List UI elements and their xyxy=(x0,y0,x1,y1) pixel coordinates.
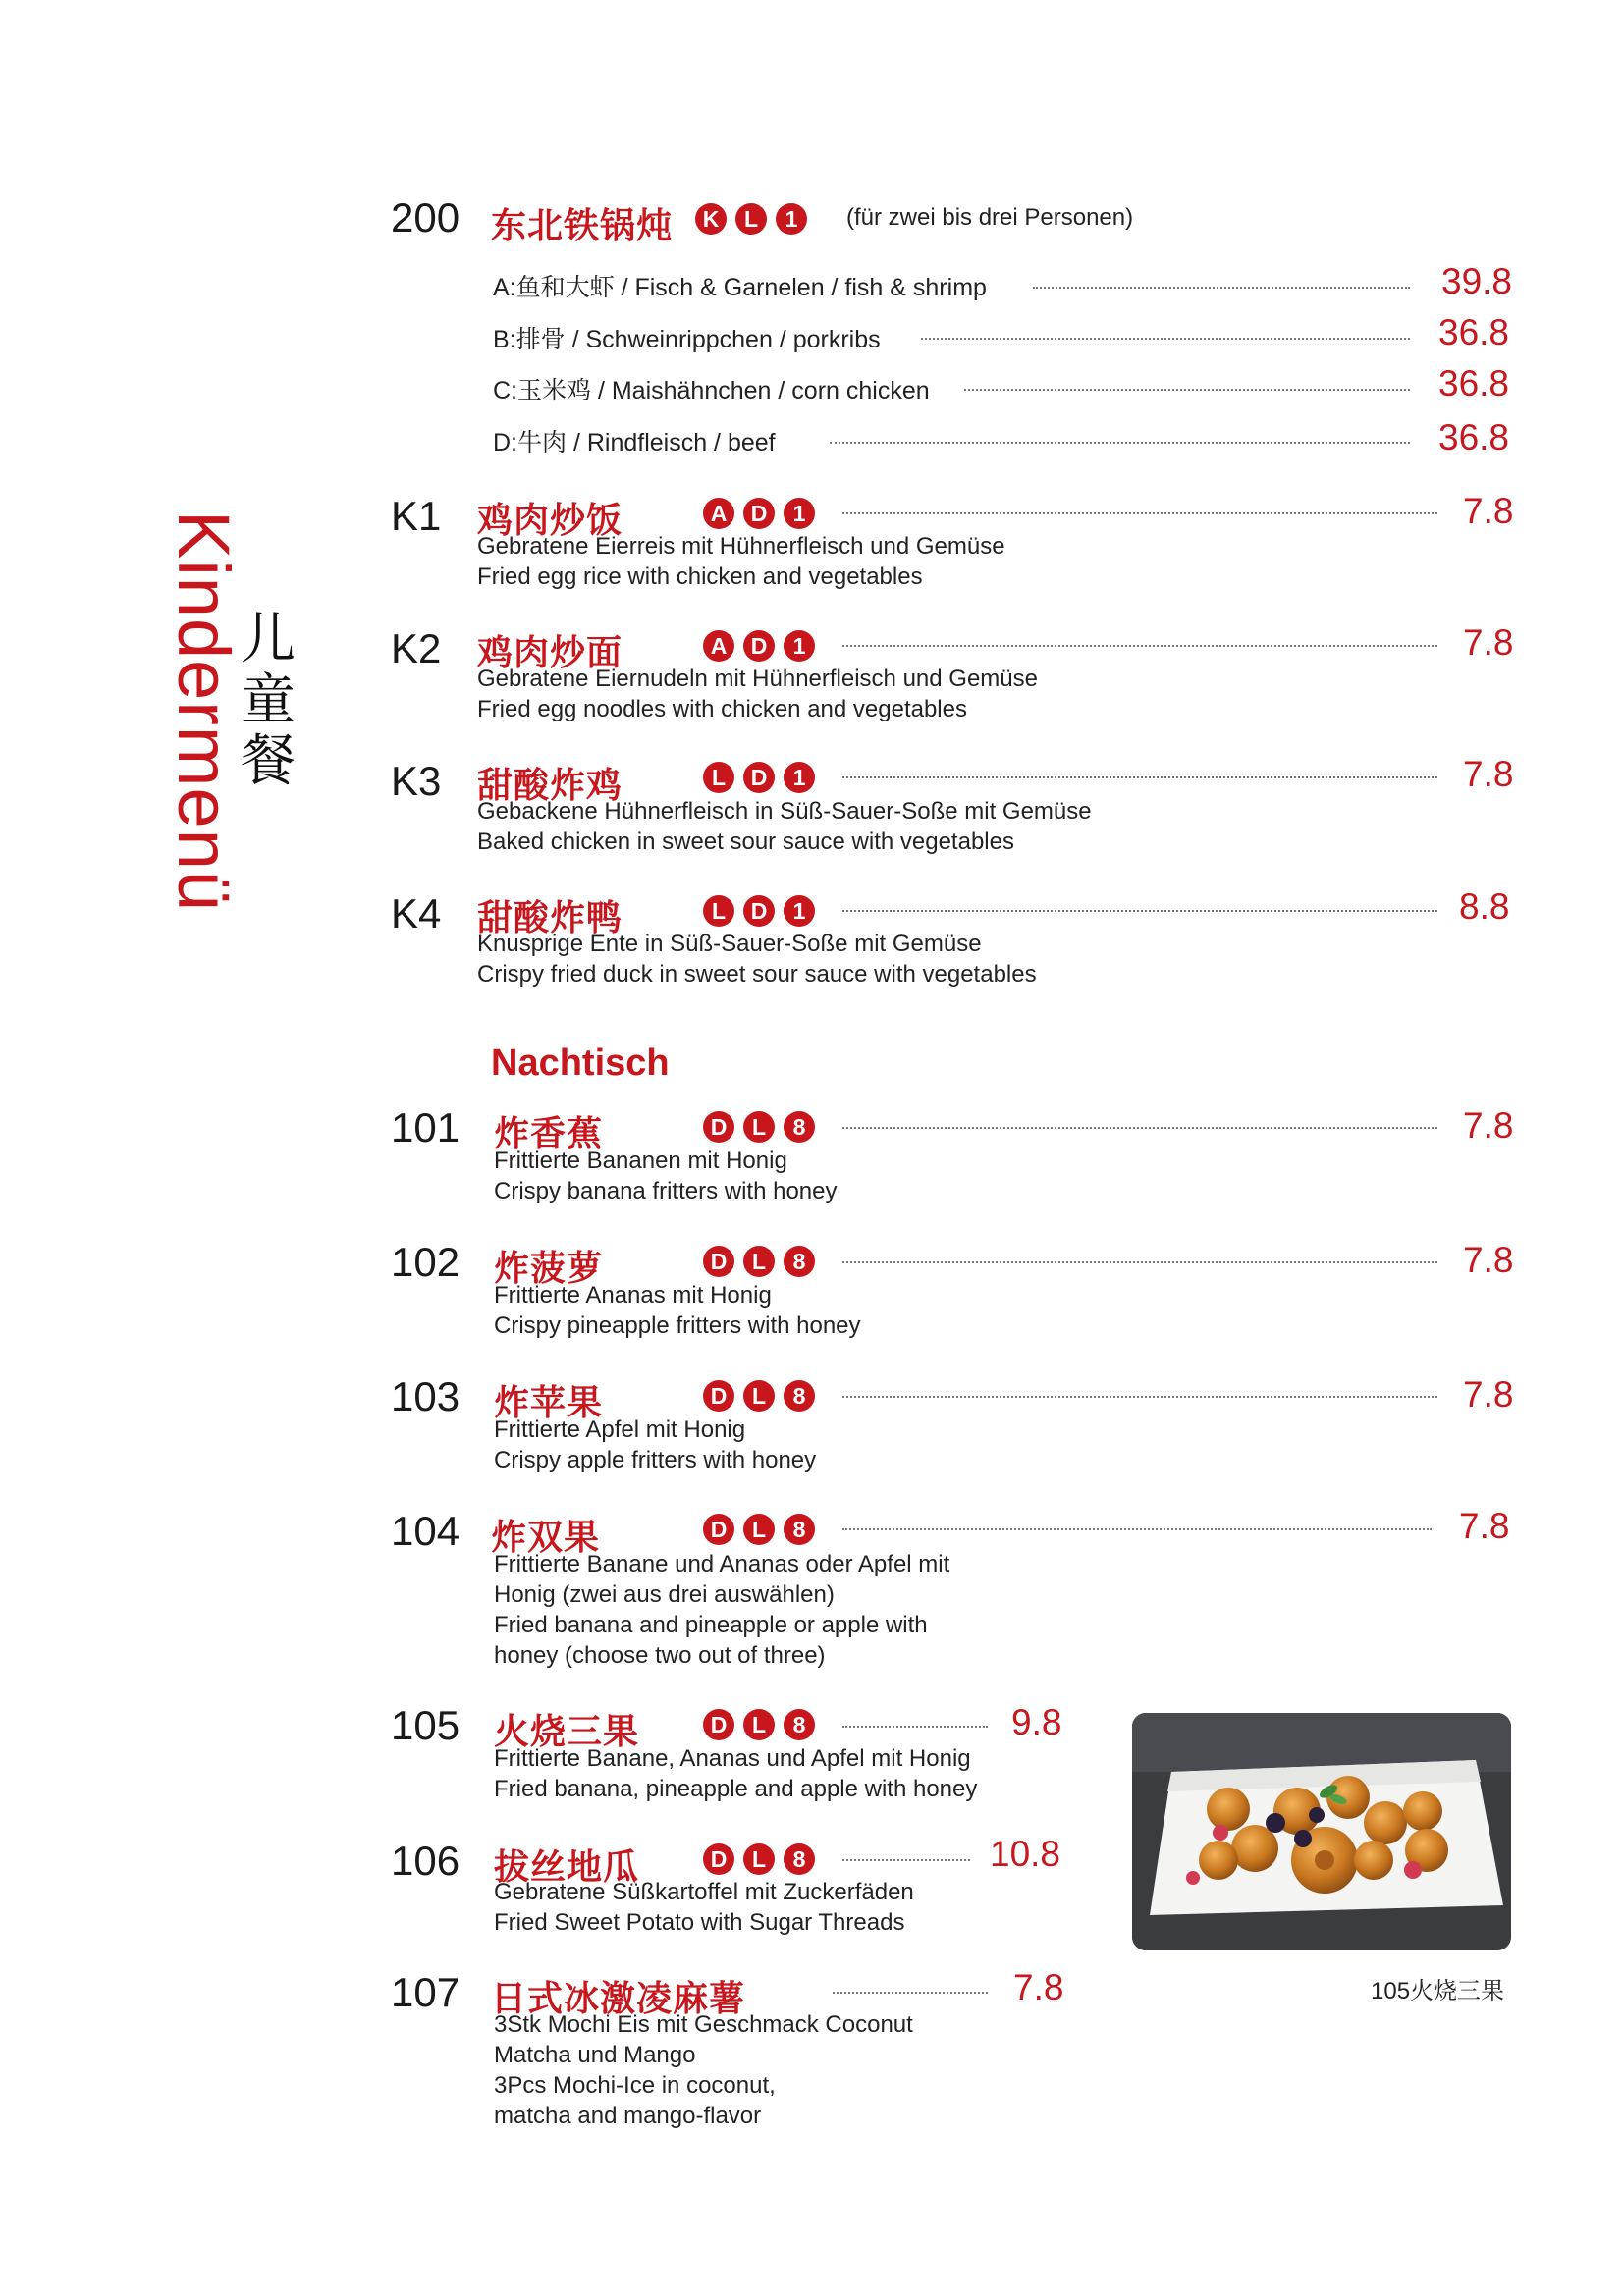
allergen-badge: D xyxy=(703,1709,734,1740)
item-price: 9.8 xyxy=(1011,1702,1062,1742)
item-price: 7.8 xyxy=(1463,1240,1514,1280)
item-name-cn: 炸菠萝 xyxy=(494,1248,604,1288)
item-description xyxy=(494,1280,861,1341)
photo-caption: 105火烧三果 xyxy=(1371,1978,1505,2004)
desc-line: Crispy apple fritters with honey xyxy=(494,1447,817,1473)
item-number: K3 xyxy=(391,758,442,804)
desc-line: Matcha und Mango xyxy=(494,2042,696,2068)
allergen-badge: 8 xyxy=(784,1709,815,1740)
allergen-badge: L xyxy=(743,1709,775,1740)
allergen-badge: D xyxy=(703,1514,734,1545)
allergen-badge: L xyxy=(703,762,734,793)
allergen-badges xyxy=(703,895,815,927)
item-number: K2 xyxy=(391,625,442,671)
desc-line: Fried Sweet Potato with Sugar Threads xyxy=(494,1909,905,1936)
item-name-cn: 炸双果 xyxy=(491,1517,601,1557)
desc-line: Fried egg noodles with chicken and vegetables xyxy=(477,696,967,722)
allergen-badge: A xyxy=(703,630,734,662)
item-number: 101 xyxy=(391,1104,460,1150)
item-description xyxy=(477,929,1037,989)
item-price: 7.8 xyxy=(1463,1374,1514,1415)
desc-line: 3Pcs Mochi-Ice in coconut, xyxy=(494,2072,776,2099)
allergen-badges xyxy=(703,1111,815,1143)
option-label: C:玉米鸡 / Maishähnchen / corn chicken xyxy=(493,377,930,404)
desc-line: honey (choose two out of three) xyxy=(494,1642,826,1669)
desc-line: matcha and mango-flavor xyxy=(494,2103,762,2129)
item-name-cn: 甜酸炸鸡 xyxy=(477,765,623,805)
item-number: 102 xyxy=(391,1239,460,1285)
allergen-badge: D xyxy=(743,498,775,529)
desc-line: Honig (zwei aus drei auswählen) xyxy=(494,1581,835,1608)
item-description xyxy=(494,1743,977,1804)
dot-leader xyxy=(842,1127,1437,1129)
section-title: Nachtisch xyxy=(491,1042,670,1084)
option-price: 39.8 xyxy=(1441,261,1513,301)
allergen-badge: 8 xyxy=(784,1843,815,1875)
desc-line: Gebratene Eiernudeln mit Hühnerfleisch und Gemüse xyxy=(477,666,1038,692)
dot-leader xyxy=(842,1261,1437,1263)
item-name-cn: 火烧三果 xyxy=(494,1711,640,1751)
dot-leader xyxy=(842,776,1437,778)
item-price: 7.8 xyxy=(1463,491,1514,531)
allergen-badge: 1 xyxy=(784,630,815,662)
item-name-cn: 日式冰激凌麻薯 xyxy=(491,1978,746,2018)
desc-line: Fried egg rice with chicken and vegetables xyxy=(477,563,923,590)
allergen-badge: D xyxy=(703,1843,734,1875)
allergen-badge: 1 xyxy=(784,762,815,793)
side-title-char: 餐 xyxy=(241,729,296,791)
item-number: 106 xyxy=(391,1838,460,1884)
item-description xyxy=(494,1146,838,1206)
allergen-badge: 8 xyxy=(784,1111,815,1143)
allergen-badge: D xyxy=(703,1111,734,1143)
option-label: B:排骨 / Schweinrippchen / porkribs xyxy=(493,326,881,353)
item-name-cn: 炸苹果 xyxy=(494,1382,604,1422)
desc-line: Gebackene Hühnerfleisch in Süß-Sauer-Soße mit Gemüse xyxy=(477,798,1092,825)
allergen-badge: D xyxy=(703,1380,734,1412)
side-title-chinese xyxy=(236,609,300,791)
allergen-badge: L xyxy=(743,1843,775,1875)
item-description xyxy=(494,1415,816,1475)
desc-line: Frittierte Banane, Ananas und Apfel mit Honig xyxy=(494,1745,971,1772)
desc-line: Frittierte Banane und Ananas oder Apfel mit xyxy=(494,1551,950,1577)
desc-line: Fried banana and pineapple or apple with xyxy=(494,1612,928,1638)
item-number: 107 xyxy=(391,1969,460,2015)
desc-line: Baked chicken in sweet sour sauce with vegetables xyxy=(477,828,1014,855)
item-note: (für zwei bis drei Personen) xyxy=(846,204,1134,231)
dot-leader xyxy=(1033,287,1410,289)
allergen-badges xyxy=(695,203,807,235)
allergen-badge: K xyxy=(695,203,727,235)
item-price: 8.8 xyxy=(1459,886,1510,927)
item-description xyxy=(494,1877,914,1938)
item-name-cn: 炸香蕉 xyxy=(494,1113,604,1153)
allergen-badges xyxy=(703,1843,815,1875)
allergen-badge: L xyxy=(743,1246,775,1277)
allergen-badge: L xyxy=(743,1514,775,1545)
desc-line: Crispy banana fritters with honey xyxy=(494,1178,838,1204)
allergen-badge: L xyxy=(703,895,734,927)
allergen-badge: 1 xyxy=(784,895,815,927)
desc-line: Frittierte Apfel mit Honig xyxy=(494,1416,746,1443)
item-price: 7.8 xyxy=(1463,622,1514,663)
item-price: 10.8 xyxy=(990,1834,1061,1874)
option-label: D:牛肉 / Rindfleisch / beef xyxy=(493,429,776,456)
item-number: 105 xyxy=(391,1702,460,1748)
dot-leader xyxy=(833,1992,988,1994)
allergen-badges xyxy=(703,1380,815,1412)
dot-leader xyxy=(842,645,1437,647)
dessert-photo xyxy=(1132,1713,1511,1950)
allergen-badges xyxy=(703,1709,815,1740)
allergen-badges xyxy=(703,1246,815,1277)
allergen-badge: 8 xyxy=(784,1514,815,1545)
item-price: 7.8 xyxy=(1459,1506,1510,1546)
item-number: 104 xyxy=(391,1508,460,1554)
item-number: 103 xyxy=(391,1373,460,1419)
allergen-badge: D xyxy=(743,895,775,927)
desc-line: Gebratene Eierreis mit Hühnerfleisch und Gemüse xyxy=(477,533,1005,560)
allergen-badges xyxy=(703,630,815,662)
allergen-badge: D xyxy=(743,630,775,662)
item-name-cn: 鸡肉炒面 xyxy=(477,632,623,672)
option-label: A:鱼和大虾 / Fisch & Garnelen / fish & shrimp xyxy=(493,274,987,301)
allergen-badge: L xyxy=(743,1111,775,1143)
item-number: K4 xyxy=(391,890,442,936)
item-description xyxy=(477,796,1092,857)
allergen-badge: A xyxy=(703,498,734,529)
dot-leader xyxy=(842,1726,988,1728)
item-name-cn: 鸡肉炒饭 xyxy=(477,500,623,540)
item-name-cn: 拔丝地瓜 xyxy=(494,1846,640,1887)
allergen-badge: 8 xyxy=(784,1380,815,1412)
item-name-cn: 甜酸炸鸭 xyxy=(477,897,623,937)
item-number: K1 xyxy=(391,493,442,539)
item-description xyxy=(494,1549,949,1671)
item-price: 7.8 xyxy=(1463,1105,1514,1146)
dot-leader xyxy=(842,910,1437,912)
dot-leader xyxy=(842,1396,1437,1398)
allergen-badge: L xyxy=(743,1380,775,1412)
allergen-badges xyxy=(703,1514,815,1545)
allergen-badges xyxy=(703,498,815,529)
allergen-badge: 8 xyxy=(784,1246,815,1277)
allergen-badge: 1 xyxy=(784,498,815,529)
item-price: 7.8 xyxy=(1463,754,1514,794)
dot-leader xyxy=(842,1859,970,1861)
allergen-badge: D xyxy=(703,1246,734,1277)
dot-leader xyxy=(830,442,1410,444)
side-title-german: Kindermenü xyxy=(163,510,244,913)
dot-leader xyxy=(921,338,1410,340)
option-price: 36.8 xyxy=(1438,417,1510,457)
allergen-badge: L xyxy=(735,203,767,235)
side-title-char: 儿 xyxy=(241,608,296,669)
desc-line: Frittierte Bananen mit Honig xyxy=(494,1148,787,1174)
desc-line: Crispy fried duck in sweet sour sauce with vegetables xyxy=(477,961,1037,988)
item-description xyxy=(477,531,1005,592)
dot-leader xyxy=(964,389,1410,391)
desc-line: Knusprige Ente in Süß-Sauer-Soße mit Gemüse xyxy=(477,931,982,957)
desc-line: Crispy pineapple fritters with honey xyxy=(494,1312,861,1339)
item-description xyxy=(477,664,1038,724)
side-title-char: 童 xyxy=(241,668,296,730)
item-description xyxy=(494,2009,913,2131)
option-price: 36.8 xyxy=(1438,312,1510,352)
allergen-badge: D xyxy=(743,762,775,793)
desc-line: Frittierte Ananas mit Honig xyxy=(494,1282,772,1308)
item-name-cn: 东北铁锅炖 xyxy=(491,205,674,245)
desc-line: Gebratene Süßkartoffel mit Zuckerfäden xyxy=(494,1879,914,1905)
dot-leader xyxy=(842,512,1437,514)
option-price: 36.8 xyxy=(1438,363,1510,403)
dot-leader xyxy=(842,1528,1432,1530)
item-price: 7.8 xyxy=(1013,1967,1064,2007)
dessert-photo-illustration xyxy=(1132,1713,1511,1950)
item-number: 200 xyxy=(391,194,460,240)
desc-line: 3Stk Mochi Eis mit Geschmack Coconut xyxy=(494,2011,913,2038)
allergen-badge: 1 xyxy=(776,203,807,235)
allergen-badges xyxy=(703,762,815,793)
desc-line: Fried banana, pineapple and apple with honey xyxy=(494,1776,978,1802)
